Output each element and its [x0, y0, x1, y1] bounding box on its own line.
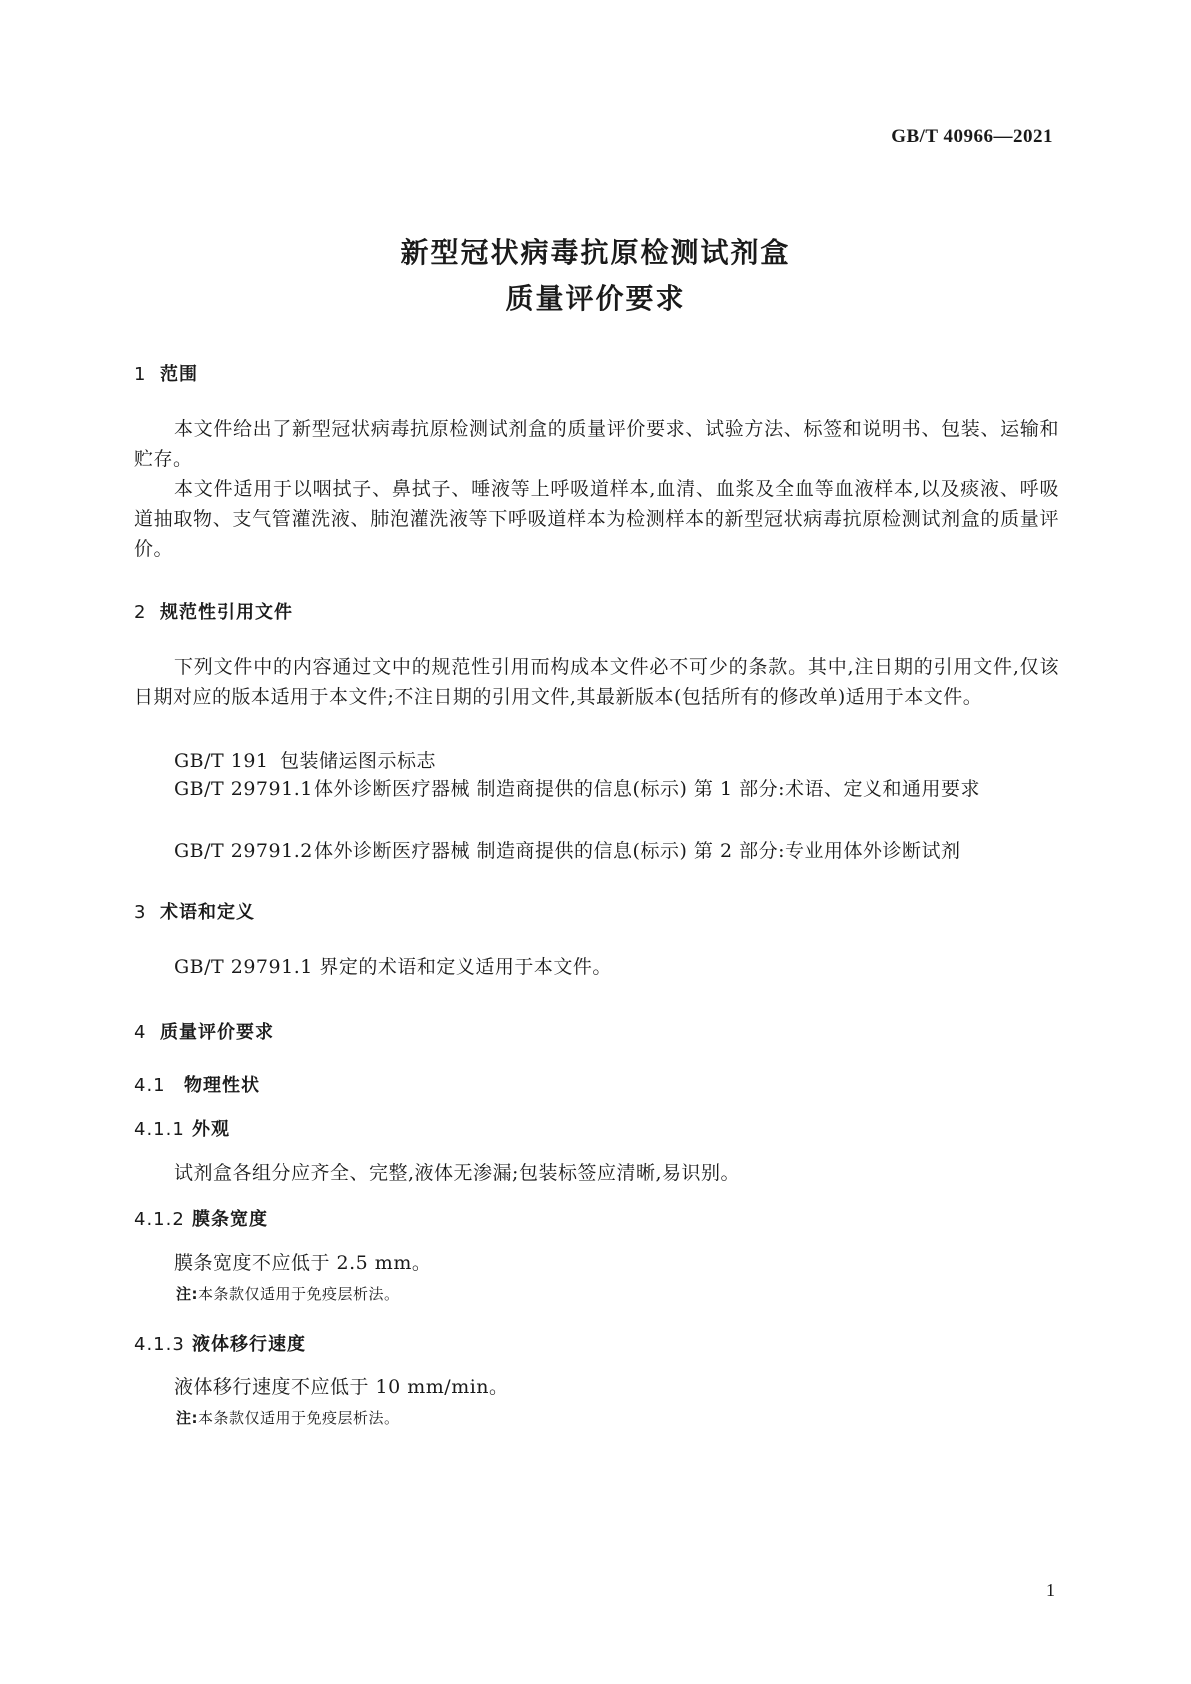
section-4-1-2-paragraph: 膜条宽度不应低于 2.5 mm。	[174, 1252, 432, 1274]
section-4-1-1-heading	[134, 1115, 230, 1141]
section-4-title: 质量评价要求	[160, 1022, 274, 1043]
section-4-heading	[134, 1018, 274, 1044]
section-4-1-2-note	[176, 1283, 400, 1304]
note-text: 本条款仅适用于免疫层析法。	[198, 1409, 400, 1427]
section-2-paragraph-1: 下列文件中的内容通过文中的规范性引用而构成本文件必不可少的条款。其中,注日期的引用文件,仅该日期对应的版本适用于本文件;不注日期的引用文件,其最新版本(包括所有的修改单)适用于本文件。	[134, 656, 1059, 708]
section-1-number: 1	[134, 364, 147, 385]
section-4-1-2-heading	[134, 1205, 268, 1231]
note-label: 注:	[176, 1409, 198, 1427]
section-1-title: 范围	[160, 364, 198, 385]
reference-title: 包装储运图示标志	[280, 750, 437, 772]
section-4-1-number: 4.1	[134, 1075, 166, 1096]
section-4-number: 4	[134, 1022, 147, 1043]
section-4-1-title: 物理性状	[184, 1075, 260, 1096]
section-4-1-1-paragraph: 试剂盒各组分应齐全、完整,液体无渗漏;包装标签应清晰,易识别。	[174, 1162, 740, 1184]
section-4-1-3-number: 4.1.3	[134, 1334, 185, 1355]
document-title-line2: 质量评价要求	[505, 282, 686, 315]
section-1-paragraph-2: 本文件适用于以咽拭子、鼻拭子、唾液等上呼吸道样本,血清、血浆及全血等血液样本,以及痰液、呼吸道抽取物、支气管灌洗液、肺泡灌洗液等下呼吸道样本为检测样本的新型冠状病毒抗原检测试剂盒的质量评价。	[134, 478, 1059, 560]
reference-code: GB/T 29791.2	[174, 840, 313, 862]
section-4-1-3-paragraph: 液体移行速度不应低于 10 mm/min。	[174, 1376, 509, 1398]
note-text: 本条款仅适用于免疫层析法。	[198, 1285, 400, 1303]
page-number: 1	[1046, 1580, 1055, 1600]
section-3-number: 3	[134, 902, 147, 923]
reference-item	[134, 774, 1059, 804]
section-2-title: 规范性引用文件	[160, 602, 293, 623]
section-1-paragraph-1: 本文件给出了新型冠状病毒抗原检测试剂盒的质量评价要求、试验方法、标签和说明书、包装、运输和贮存。	[134, 418, 1059, 470]
section-3-title: 术语和定义	[160, 902, 255, 923]
document-title-line1: 新型冠状病毒抗原检测试剂盒	[400, 236, 791, 269]
section-2-heading	[134, 598, 293, 624]
reference-title: 体外诊断医疗器械 制造商提供的信息(标示) 第 2 部分:专业用体外诊断试剂	[314, 840, 961, 862]
section-4-1-2-title: 膜条宽度	[192, 1209, 268, 1230]
section-4-1-1-title: 外观	[192, 1119, 230, 1140]
section-4-1-3-note	[176, 1407, 400, 1428]
section-4-1-2-number: 4.1.2	[134, 1209, 185, 1230]
section-3-heading	[134, 898, 255, 924]
reference-code: GB/T 191	[174, 750, 269, 772]
standard-number: GB/T 40966—2021	[891, 126, 1053, 147]
reference-code: GB/T 29791.1	[174, 778, 313, 800]
section-4-1-3-title: 液体移行速度	[192, 1334, 306, 1355]
reference-item	[174, 836, 960, 863]
section-4-1-1-number: 4.1.1	[134, 1119, 185, 1140]
reference-item	[174, 746, 436, 773]
section-2-number: 2	[134, 602, 147, 623]
section-4-1-heading	[134, 1071, 260, 1097]
reference-title: 体外诊断医疗器械 制造商提供的信息(标示) 第 1 部分:术语、定义和通用要求	[314, 778, 980, 800]
note-label: 注:	[176, 1285, 198, 1303]
section-3-paragraph-1: GB/T 29791.1 界定的术语和定义适用于本文件。	[174, 956, 612, 978]
section-4-1-3-heading	[134, 1330, 306, 1356]
section-1-heading	[134, 360, 198, 386]
